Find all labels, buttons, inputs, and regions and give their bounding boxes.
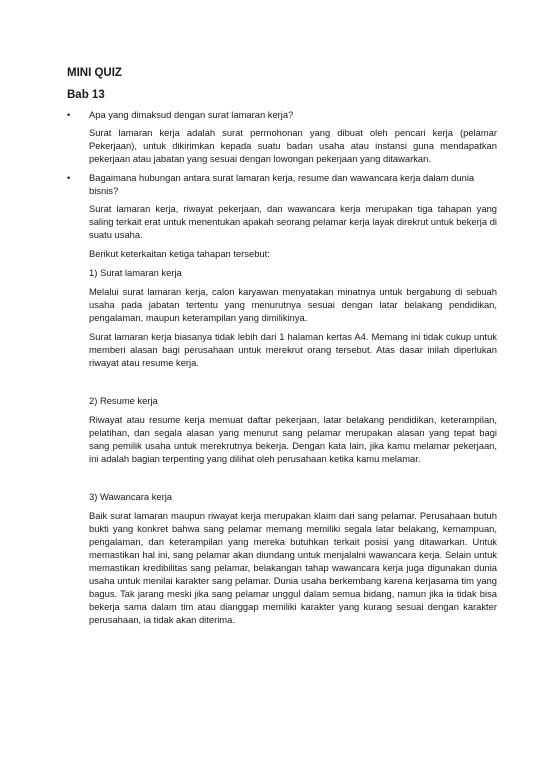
chapter-heading: Bab 13 (67, 89, 105, 101)
answer-2-intro: Surat lamaran kerja, riwayat pekerjaan, dan wawancara kerja merupakan tiga tahapan yang saling terkait erat untuk menentukan apakah seorang pelamar kerja layak direkrut untuk bekerja di suatu usaha. (89, 203, 497, 240)
answer-1: Surat lamaran kerja adalah surat permohonan yang dibuat oleh pencari kerja (pelamar Pekerjaan), untuk dikirimkan kepada suatu badan usaha atau instansi guna mendapatkan pekerjaan atau jabatan yang sesuai dengan lowongan pekerjaan yang ditawarkan. (89, 127, 497, 164)
bullet-icon: • (67, 109, 71, 120)
spacer (67, 375, 497, 394)
section-1-heading: 1) Surat lamaran kerja (89, 267, 182, 278)
section-1-paragraph-2: Surat lamaran kerja biasanya tidak lebih dari 1 halaman kertas A4. Memang ini tidak cukup untuk memberi alasan bagi perusahaan untuk merekrut orang tersebut. Atas dasar inilah diperlukan riwayat atau resume kerja. (89, 331, 497, 368)
question-1 (67, 108, 497, 121)
section-2-paragraph-1: Riwayat atau resume kerja memuat daftar pekerjaan, latar belakang pendidikan, keterampilan, pelatihan, dan segala alasan yang menurut sang pelamar merupakan alasan yang tepat bagi sang pemilik usaha untuk merekrutnya bekerja. Dengan kata lain, jika kamu melamar pekerjaan, ini adalah bagian terpenting yang dilihat oleh perusahaan ketika kamu melamar. (89, 414, 497, 464)
spacer (67, 471, 497, 490)
question-2 (67, 171, 497, 197)
question-1-text: Apa yang dimaksud dengan surat lamaran kerja? (89, 109, 294, 120)
bullet-icon: • (67, 172, 71, 183)
section-1-paragraph-1: Melalui surat lamaran kerja, calon karyawan menyatakan minatnya untuk bergabung di sebuah usaha pada jabatan tertentu yang menurutnya sesuai dengan latar belakang pendidikan, pengalaman, maupun keterampilan yang dimilikinya. (89, 286, 497, 323)
quiz-content (67, 108, 497, 632)
answer-2-lead: Berikut keterkaitan ketiga tahapan tersebut: (89, 248, 270, 259)
question-2-text: Bagaimana hubungan antara surat lamaran kerja, resume dan wawancara kerja dalam dunia bisnis? (89, 172, 475, 196)
section-2-heading: 2) Resume kerja (89, 395, 158, 406)
section-3-paragraph-1: Baik surat lamaran maupun riwayat kerja merupakan klaim dari sang pelamar. Perusahaan butuh bukti yang konkret bahwa sang pelamar memang memiliki segala latar belakang, kemampuan, pengalaman, dan keterampilan yang mereka butuhkan terkait posisi yang ditawarkan. Untuk memastikan hal ini, sang pelamar akan diundang untuk menjalalni wawancara kerja. Selain untuk memastikan kredibilitas sang pelamar, belakangan tahap wawancara kerja juga digunakan dunia usaha untuk menilai karakter sang pelamar. Dunia usaha berkembang karena kerjasama tim yang bagus. Tak jarang meski jika sang pelamar unggul dalam semua bidang, namun jika ia tidak bisa bekerja sama dalam tim atau dianggap memiliki karakter yang kurang sesuai dengan karakter perusahaan, ia tidak akan diterima. (89, 510, 497, 625)
section-3-heading: 3) Wawancara kerja (89, 491, 173, 502)
page-title: MINI QUIZ (67, 67, 122, 79)
